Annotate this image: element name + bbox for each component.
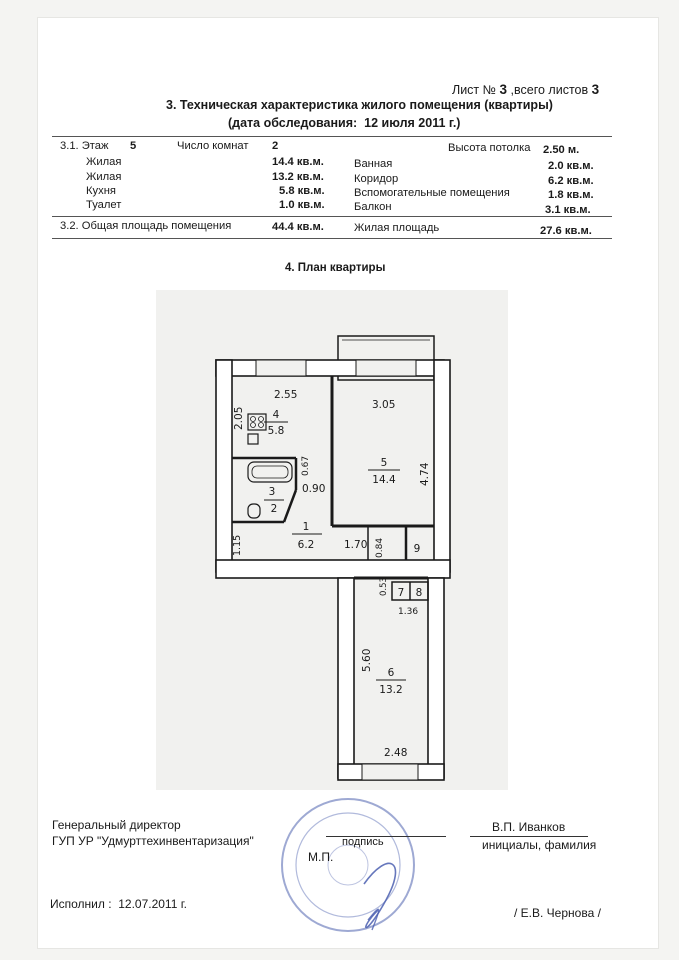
total-area-value: 44.4 кв.м.: [272, 221, 324, 233]
room-4-number: 4: [272, 409, 280, 421]
room-9-number: 9: [413, 543, 421, 555]
burner-3: [251, 423, 256, 428]
ceiling-label: Высота потолка: [448, 142, 531, 154]
survey-date: (дата обследования: 12 июля 2011 г.): [228, 116, 461, 130]
dim-room5-depth: 4.74: [419, 462, 431, 486]
dim-1-70: 1.70: [344, 539, 368, 551]
auxiliary-label: Вспомогательные помещения: [354, 187, 510, 199]
kitchen-label: Кухня: [86, 185, 116, 197]
floor-value: 5: [130, 140, 137, 152]
toilet-value: 1.0 кв.м.: [279, 199, 325, 211]
room-3-number: 3: [268, 486, 276, 498]
bathroom-label: Ванная: [354, 158, 393, 170]
ceiling-value: 2.50 м.: [543, 144, 580, 156]
mid-rule: [52, 216, 612, 217]
dim-0-84: 0.84: [375, 537, 385, 558]
left-wall: [216, 360, 232, 572]
top-rule: [52, 136, 612, 137]
stamp-label: М.П.: [308, 850, 334, 864]
living-2-value: 13.2 кв.м.: [272, 171, 324, 183]
burner-2: [259, 417, 264, 422]
balcony-value: 3.1 кв.м.: [545, 204, 591, 216]
signature-caption: подпись: [342, 836, 384, 848]
round-stamp: [268, 790, 428, 940]
room-4-area: 5.8: [267, 425, 285, 437]
living-2-label: Жилая: [86, 171, 122, 183]
room-7-number: 7: [397, 587, 405, 599]
dim-kitchen-depth: 2.05: [233, 406, 245, 430]
plan-title: 4. План квартиры: [285, 262, 386, 274]
name-line: [470, 836, 588, 837]
room-1-number: 1: [302, 521, 310, 533]
burner-1: [251, 417, 256, 422]
bottom-rule: [52, 238, 612, 239]
room-6-number: 6: [387, 667, 395, 679]
living-area-value: 27.6 кв.м.: [540, 225, 592, 237]
performer: Исполнил : 12.07.2011 г.: [50, 897, 187, 911]
dim-room5-width: 3.05: [372, 399, 396, 411]
name-caption: инициалы, фамилия: [482, 838, 597, 852]
room-1-area: 6.2: [297, 539, 315, 551]
partition-bath-diag: [284, 490, 296, 522]
bathroom-value: 2.0 кв.м.: [548, 160, 594, 172]
auxiliary-value: 1.8 кв.м.: [548, 189, 594, 201]
total-area-label: 3.2. Общая площадь помещения: [60, 220, 232, 232]
bathtub-icon: [248, 462, 292, 482]
toilet-label: Туалет: [86, 199, 122, 211]
bathtub-inner: [252, 466, 288, 478]
living-1-value: 14.4 кв.м.: [272, 156, 324, 168]
dim-1-36: 1.36: [398, 607, 419, 617]
stove-icon: [248, 414, 266, 430]
living-area-label: Жилая площадь: [354, 222, 440, 234]
performer-name: / Е.В. Чернова /: [514, 906, 601, 920]
dim-1-15: 1.15: [232, 534, 243, 556]
dim-bath-0-67: 0.67: [301, 455, 311, 476]
lower-left-wall: [338, 578, 354, 778]
window-kitchen: [256, 360, 306, 376]
toilet-icon: [248, 504, 260, 518]
lower-right-wall: [428, 578, 444, 778]
corridor-label: Коридор: [354, 173, 399, 185]
room-3-area: 2: [270, 503, 278, 515]
floor-label: 3.1. Этаж: [60, 140, 109, 152]
dim-room6-depth: 5.60: [361, 648, 373, 672]
section3-title: 3. Техническая характеристика жилого помещения (квартиры): [166, 98, 553, 112]
room-5-area: 14.4: [372, 474, 396, 486]
sink-icon: [248, 434, 258, 444]
burner-4: [259, 423, 264, 428]
right-wall: [434, 360, 450, 572]
floor-plan: [156, 290, 508, 790]
bottom-wall: [216, 560, 450, 578]
position-line-1: Генеральный директор: [52, 818, 181, 832]
dim-0-53: 0.53: [379, 577, 389, 596]
dim-kitchen-width: 2.55: [274, 389, 298, 401]
rooms-value: 2: [272, 140, 279, 152]
balcony-label: Балкон: [354, 201, 392, 213]
window-room5: [356, 360, 416, 376]
kitchen-value: 5.8 кв.м.: [279, 185, 325, 197]
room-6-area: 13.2: [379, 684, 403, 696]
rooms-label: Число комнат: [177, 140, 249, 152]
executive-name: В.П. Иванков: [492, 820, 566, 834]
room-8-number: 8: [415, 587, 423, 599]
living-1-label: Жилая: [86, 156, 122, 168]
room-5-number: 5: [380, 457, 388, 469]
window-room6: [362, 764, 418, 780]
dim-room6-width: 2.48: [384, 747, 408, 759]
position-line-2: ГУП УР "Удмурттехинвентаризация": [52, 834, 254, 848]
sheet-number: Лист № 3 ,всего листов 3: [452, 82, 600, 97]
corridor-value: 6.2 кв.м.: [548, 175, 594, 187]
dim-0-90: 0.90: [302, 483, 326, 495]
